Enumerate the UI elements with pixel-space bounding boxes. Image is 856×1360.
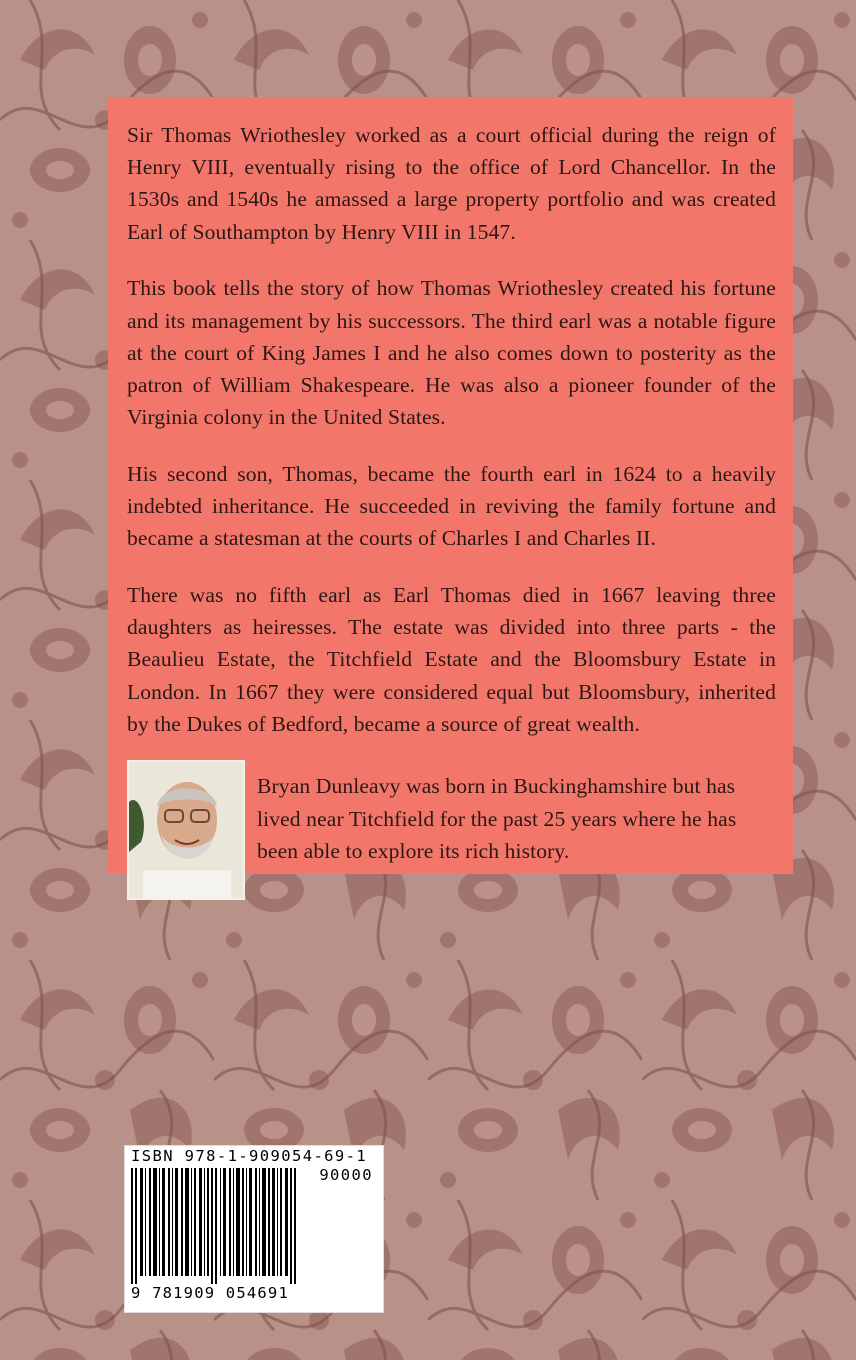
blurb-panel (108, 97, 793, 874)
blurb-paragraph-2: This book tells the story of how Thomas Wriothesley created his fortune and its management by his successors. The third earl was a notable figure at the court of King James I and he also comes down to posterity as the patron of William Shakespeare. He was also a pioneer founder of the Virginia colony in the United States. (127, 276, 776, 430)
isbn-label: ISBN 978-1-909054-69-1 (131, 1147, 368, 1165)
barcode-digits: 9 781909 054691 (131, 1284, 289, 1302)
isbn-barcode (124, 1145, 384, 1313)
price-code: 90000 (319, 1166, 373, 1184)
author-section (127, 760, 776, 900)
author-photo (127, 760, 245, 900)
barcode-bars (131, 1168, 311, 1284)
blurb-paragraph-3: His second son, Thomas, became the fourth earl in 1624 to a heavily indebted inheritance. He succeeded in reviving the family fortune and became a statesman at the courts of Charles I and Charles II. (127, 461, 776, 551)
blurb-paragraph-1: Sir Thomas Wriothesley worked as a court official during the reign of Henry VIII, eventually rising to the office of Lord Chancellor. In the 1530s and 1540s he amassed a large property portfolio and was created Earl of Southampton by Henry VIII in 1547. (127, 123, 776, 244)
blurb-paragraph-4: There was no fifth earl as Earl Thomas died in 1667 leaving three daughters as heiresses. The estate was divided into three parts - the Beaulieu Estate, the Titchfield Estate and the Bloomsbury Estate in London. In 1667 they were considered equal but Bloomsbury, inherited by the Dukes of Bedford, became a source of great wealth. (127, 582, 776, 736)
author-bio: Bryan Dunleavy was born in Buckinghamshire but has lived near Titchfield for the past 25 years where he has been able to explore its rich history. (257, 774, 737, 863)
